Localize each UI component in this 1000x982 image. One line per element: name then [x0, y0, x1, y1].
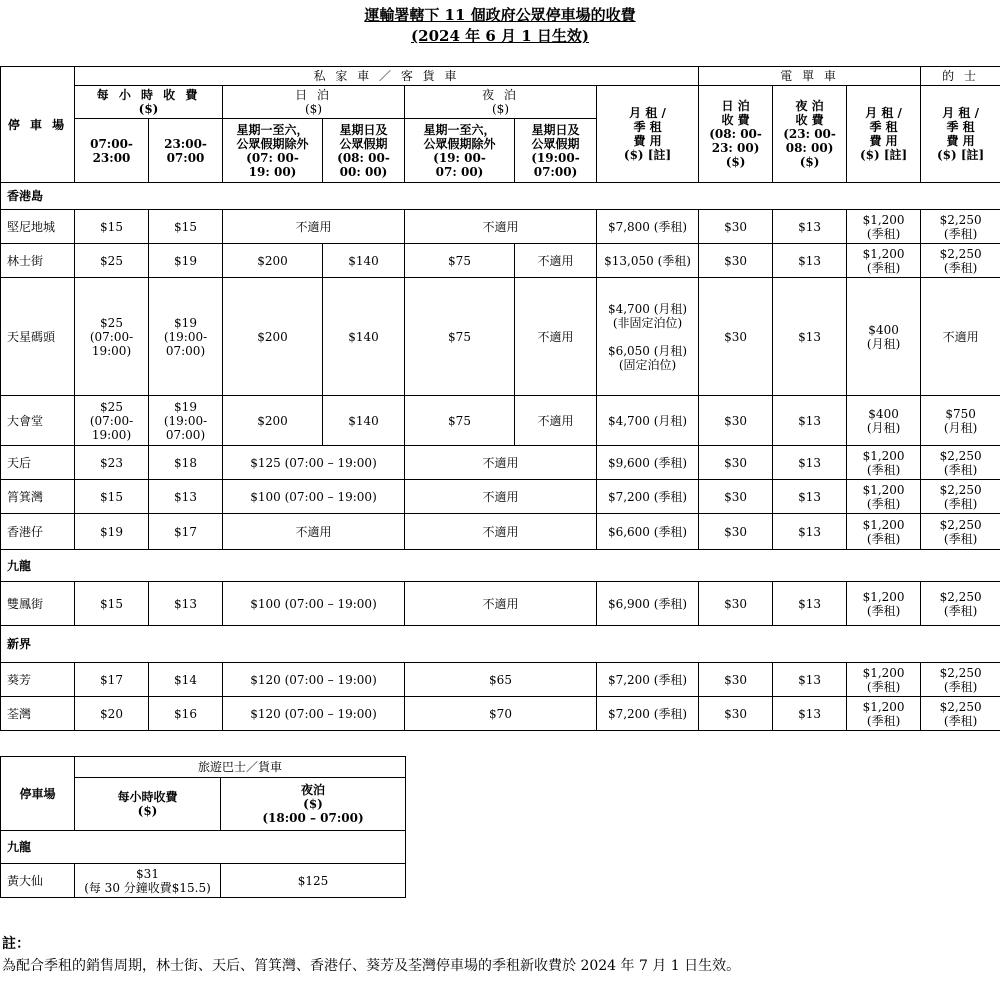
- night-park: 不適用: [405, 480, 597, 514]
- mc-day: $30: [699, 480, 773, 514]
- coach-header-hourly: 每小時收費 ($): [75, 778, 221, 831]
- header-night-park: 夜 泊 ($): [405, 86, 597, 119]
- note-text: 為配合季租的銷售周期，林士街、天后、筲箕灣、香港仔、葵芳及荃灣停車場的季租新收費於 2024 年 7 月 1 日生效。: [2, 958, 741, 974]
- day-weekday: $200: [223, 396, 323, 446]
- night-holiday: 不適用: [515, 396, 597, 446]
- taxi-monthly: $750 (月租): [921, 396, 1000, 446]
- header-mc-day: 日 泊 收 費 (08: 00- 23: 00) ($): [699, 86, 773, 183]
- mc-monthly: $400 (月租): [847, 396, 921, 446]
- monthly: $9,600 (季租): [597, 446, 699, 480]
- mc-monthly: $1,200 (季租): [847, 663, 921, 697]
- mc-monthly: $1,200 (季租): [847, 582, 921, 626]
- hourly-day: $23: [75, 446, 149, 480]
- header-car-park: 停 車 場: [1, 67, 75, 183]
- hourly-night: $17: [149, 514, 223, 550]
- mc-day: $30: [699, 396, 773, 446]
- table-row: [1, 396, 1000, 446]
- mc-monthly: $400 (月租): [847, 278, 921, 396]
- hourly-day: $20: [75, 697, 149, 731]
- taxi-monthly: $2,250 (季租): [921, 210, 1000, 244]
- taxi-monthly: $2,250 (季租): [921, 582, 1000, 626]
- hourly-night: $19 (19:00- 07:00): [149, 278, 223, 396]
- hourly-day: $17: [75, 663, 149, 697]
- mc-day: $30: [699, 210, 773, 244]
- hourly-night: $13: [149, 480, 223, 514]
- table-row: [1, 244, 1000, 278]
- day-holiday: $140: [323, 396, 405, 446]
- page-title: 運輸署轄下 11 個政府公眾停車場的收費: [364, 6, 636, 24]
- mc-monthly: $1,200 (季租): [847, 210, 921, 244]
- mc-monthly: $1,200 (季租): [847, 697, 921, 731]
- night-holiday: 不適用: [515, 278, 597, 396]
- hourly-day: $19: [75, 514, 149, 550]
- hourly-night: $14: [149, 663, 223, 697]
- mc-day: $30: [699, 663, 773, 697]
- night-weekday: $75: [405, 278, 515, 396]
- night-park: 不適用: [405, 446, 597, 480]
- mc-night: $13: [773, 278, 847, 396]
- car-park-name: 荃灣: [1, 697, 75, 731]
- hourly-day: $25 (07:00- 19:00): [75, 396, 149, 446]
- car-park-name: 葵芳: [1, 663, 75, 697]
- mc-day: $30: [699, 582, 773, 626]
- header-taxi: 的 士: [921, 67, 1000, 86]
- night-holiday: 不適用: [515, 244, 597, 278]
- taxi-monthly: $2,250 (季租): [921, 514, 1000, 550]
- header-night-weekday: 星期一至六， 公眾假期除外 (19: 00- 07: 00): [405, 119, 515, 183]
- mc-day: $30: [699, 278, 773, 396]
- monthly: $7,200 (季租): [597, 480, 699, 514]
- mc-night: $13: [773, 396, 847, 446]
- day-holiday: $140: [323, 278, 405, 396]
- table-row: [1, 278, 1000, 396]
- header-day-weekday: 星期一至六， 公眾假期除外 (07: 00- 19: 00): [223, 119, 323, 183]
- car-park-name: 雙鳳街: [1, 582, 75, 626]
- taxi-monthly: $2,250 (季租): [921, 446, 1000, 480]
- mc-night: $13: [773, 210, 847, 244]
- night-park: 不適用: [405, 514, 597, 550]
- header-hourly: 每 小 時 收 費 ($): [75, 86, 223, 119]
- header-monthly: 月 租 / 季 租 費 用 ($) [註]: [597, 86, 699, 183]
- coach-header-car-park: 停車場: [1, 757, 75, 831]
- header-night-holiday: 星期日及 公眾假期 (19:00- 07:00): [515, 119, 597, 183]
- header-hourly-day: 07:00- 23:00: [75, 119, 149, 183]
- day-park: 不適用: [223, 514, 405, 550]
- monthly: $4,700 (月租): [597, 396, 699, 446]
- mc-monthly: $1,200 (季租): [847, 446, 921, 480]
- header-day-holiday: 星期日及 公眾假期 (08: 00- 00: 00): [323, 119, 405, 183]
- header-private-car: 私 家 車 ／ 客 貨 車: [75, 67, 699, 86]
- car-park-name: 天后: [1, 446, 75, 480]
- car-park-name: 筲箕灣: [1, 480, 75, 514]
- mc-night: $13: [773, 582, 847, 626]
- taxi-monthly: $2,250 (季租): [921, 663, 1000, 697]
- section-nt: 新界: [1, 626, 1000, 663]
- monthly: $7,200 (季租): [597, 697, 699, 731]
- header-day-park: 日 泊 ($): [223, 86, 405, 119]
- car-park-name: 天星碼頭: [1, 278, 75, 396]
- table-row: [1, 210, 1000, 244]
- coach-fee-table: [0, 756, 406, 898]
- mc-monthly: $1,200 (季租): [847, 480, 921, 514]
- section-hk: 香港島: [1, 183, 1000, 210]
- night-park: 不適用: [405, 210, 597, 244]
- coach-section-kln: 九龍: [1, 831, 406, 864]
- fee-table: [0, 66, 1000, 731]
- night-park: 不適用: [405, 582, 597, 626]
- hourly-night: $15: [149, 210, 223, 244]
- monthly: $6,600 (季租): [597, 514, 699, 550]
- hourly-day: $25 (07:00- 19:00): [75, 278, 149, 396]
- monthly: $6,900 (季租): [597, 582, 699, 626]
- header-taxi-monthly: 月 租 / 季 租 費 用 ($) [註]: [921, 86, 1000, 183]
- coach-header-night: 夜泊 ($) (18:00 – 07:00): [221, 778, 406, 831]
- table-row: [1, 582, 1000, 626]
- day-park: $100 (07:00 – 19:00): [223, 582, 405, 626]
- night-weekday: $75: [405, 244, 515, 278]
- night-park: $65: [405, 663, 597, 697]
- header-mc-monthly: 月 租 / 季 租 費 用 ($) [註]: [847, 86, 921, 183]
- car-park-name: 黃大仙: [1, 864, 75, 898]
- day-park: $120 (07:00 – 19:00): [223, 663, 405, 697]
- hourly-night: $16: [149, 697, 223, 731]
- coach-hourly: $31 (每 30 分鐘收費$15.5): [75, 864, 221, 898]
- table-row: [1, 697, 1000, 731]
- section-kln: 九龍: [1, 550, 1000, 582]
- table-row: [1, 514, 1000, 550]
- day-park: $100 (07:00 – 19:00): [223, 480, 405, 514]
- car-park-name: 林士街: [1, 244, 75, 278]
- car-park-name: 大會堂: [1, 396, 75, 446]
- mc-day: $30: [699, 697, 773, 731]
- monthly: $4,700 (月租) (非固定泊位) $6,050 (月租) (固定泊位): [597, 278, 699, 396]
- mc-day: $30: [699, 244, 773, 278]
- mc-night: $13: [773, 480, 847, 514]
- day-park: $125 (07:00 – 19:00): [223, 446, 405, 480]
- coach-header-group: 旅遊巴士／貨車: [75, 757, 406, 778]
- monthly: $7,800 (季租): [597, 210, 699, 244]
- day-park: $120 (07:00 – 19:00): [223, 697, 405, 731]
- hourly-night: $18: [149, 446, 223, 480]
- hourly-night: $13: [149, 582, 223, 626]
- coach-night: $125: [221, 864, 406, 898]
- hourly-day: $15: [75, 480, 149, 514]
- mc-night: $13: [773, 514, 847, 550]
- taxi-monthly: $2,250 (季租): [921, 697, 1000, 731]
- header-hourly-night: 23:00- 07:00: [149, 119, 223, 183]
- mc-monthly: $1,200 (季租): [847, 514, 921, 550]
- mc-monthly: $1,200 (季租): [847, 244, 921, 278]
- car-park-name: 香港仔: [1, 514, 75, 550]
- table-row: [1, 446, 1000, 480]
- note-label: 註：: [2, 936, 30, 952]
- mc-day: $30: [699, 446, 773, 480]
- day-park: 不適用: [223, 210, 405, 244]
- mc-night: $13: [773, 244, 847, 278]
- mc-day: $30: [699, 514, 773, 550]
- day-holiday: $140: [323, 244, 405, 278]
- hourly-day: $15: [75, 582, 149, 626]
- hourly-night: $19: [149, 244, 223, 278]
- mc-night: $13: [773, 697, 847, 731]
- taxi-monthly: 不適用: [921, 278, 1000, 396]
- taxi-monthly: $2,250 (季租): [921, 480, 1000, 514]
- table-row: [1, 663, 1000, 697]
- table-row: [1, 864, 406, 898]
- monthly: $7,200 (季租): [597, 663, 699, 697]
- night-park: $70: [405, 697, 597, 731]
- hourly-day: $15: [75, 210, 149, 244]
- day-weekday: $200: [223, 244, 323, 278]
- hourly-day: $25: [75, 244, 149, 278]
- night-weekday: $75: [405, 396, 515, 446]
- mc-night: $13: [773, 446, 847, 480]
- effective-date: (2024 年 6 月 1 日生效): [411, 27, 589, 45]
- monthly: $13,050 (季租): [597, 244, 699, 278]
- day-weekday: $200: [223, 278, 323, 396]
- hourly-night: $19 (19:00- 07:00): [149, 396, 223, 446]
- mc-night: $13: [773, 663, 847, 697]
- header-mc-night: 夜 泊 收 費 (23: 00- 08: 00) ($): [773, 86, 847, 183]
- header-motorcycle: 電 單 車: [699, 67, 921, 86]
- car-park-name: 堅尼地城: [1, 210, 75, 244]
- taxi-monthly: $2,250 (季租): [921, 244, 1000, 278]
- table-row: [1, 480, 1000, 514]
